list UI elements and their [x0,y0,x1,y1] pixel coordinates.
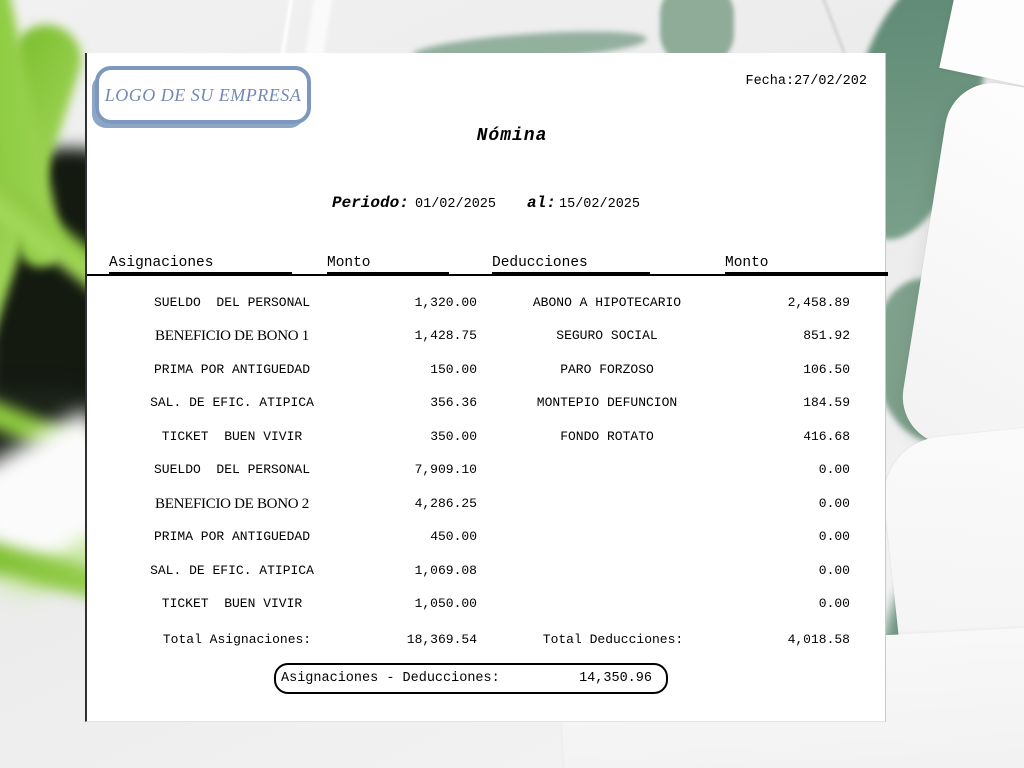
payroll-document [85,53,886,722]
cell-asignacion-label: PRIMA POR ANTIGUEDAD [153,529,311,544]
table-row [87,429,888,447]
cell-deduccion-monto: 0.00 [818,496,850,511]
cell-asignacion-monto: 4,286.25 [414,496,477,511]
cell-asignacion-label: BENEFICIO DE BONO 1 [155,328,309,344]
logo-text: LOGO DE SU EMPRESA [104,84,302,105]
cell-asignacion-label: SUELDO DEL PERSONAL [153,295,311,310]
cell-deduccion-label: ABONO A HIPOTECARIO [532,295,682,310]
total-asignaciones-value: 18,369.54 [406,632,477,647]
cell-asignacion-label: TICKET BUEN VIVIR [161,596,303,611]
column-header-monto-asignaciones: Monto [327,255,449,274]
cell-asignacion-monto: 1,050.00 [414,596,477,611]
cell-deduccion-monto: 0.00 [818,563,850,578]
period-label: Periodo: [332,194,409,212]
cell-asignacion-label: SAL. DE EFIC. ATIPICA [150,563,314,578]
header-rule [87,274,888,276]
column-header-monto-deducciones: Monto [725,255,888,274]
cell-asignacion-monto: 150.00 [430,362,477,377]
period-end-date: 15/02/2025 [559,197,641,212]
table-row [87,496,888,514]
cell-asignacion-monto: 356.36 [430,395,477,410]
cell-deduccion-monto: 184.59 [803,395,850,410]
period-al-label: al: [527,194,556,212]
cell-asignacion-label: TICKET BUEN VIVIR [161,429,303,444]
cell-asignacion-monto: 1,320.00 [414,295,477,310]
cell-asignacion-label: BENEFICIO DE BONO 2 [155,496,309,512]
column-header-deducciones: Deducciones [492,255,650,274]
cell-asignacion-monto: 1,428.75 [414,328,477,343]
total-deducciones-value: 4,018.58 [787,632,850,647]
total-deducciones-label: Total Deducciones: [542,632,684,647]
cell-deduccion-monto: 2,458.89 [787,295,850,310]
table-row [87,295,888,313]
report-date: Fecha:27/02/202 [745,74,867,89]
cell-deduccion-monto: 0.00 [818,596,850,611]
cell-deduccion-monto: 416.68 [803,429,850,444]
cell-asignacion-label: PRIMA POR ANTIGUEDAD [153,362,311,377]
cell-asignacion-label: SUELDO DEL PERSONAL [153,462,311,477]
net-result-label: Asignaciones - Deducciones: [281,671,500,686]
net-result-box [274,663,668,694]
cell-deduccion-monto: 0.00 [818,462,850,477]
cell-deduccion-label: SEGURO SOCIAL [556,328,658,343]
cell-asignacion-monto: 450.00 [430,529,477,544]
cell-asignacion-monto: 1,069.08 [414,563,477,578]
total-asignaciones-label: Total Asignaciones: [162,632,312,647]
cell-asignacion-label: SAL. DE EFIC. ATIPICA [150,395,314,410]
table-row [87,362,888,380]
cell-deduccion-label: MONTEPIO DEFUNCION [536,395,678,410]
net-result-value: 14,350.96 [579,671,652,686]
cell-asignacion-monto: 7,909.10 [414,462,477,477]
totals-row [87,632,888,650]
table-row [87,529,888,547]
table-row [87,596,888,614]
cell-deduccion-label: FONDO ROTATO [560,429,654,444]
cell-deduccion-monto: 851.92 [803,328,850,343]
report-title: Nómina [476,126,548,146]
period-start-date: 01/02/2025 [415,197,497,212]
logo-placeholder [95,66,311,124]
cell-deduccion-monto: 0.00 [818,529,850,544]
cell-asignacion-monto: 350.00 [430,429,477,444]
table-row [87,462,888,480]
table-row [87,563,888,581]
column-header-asignaciones: Asignaciones [109,255,292,274]
table-row [87,328,888,346]
table-row [87,395,888,413]
cell-deduccion-label: PARO FORZOSO [560,362,654,377]
cell-deduccion-monto: 106.50 [803,362,850,377]
